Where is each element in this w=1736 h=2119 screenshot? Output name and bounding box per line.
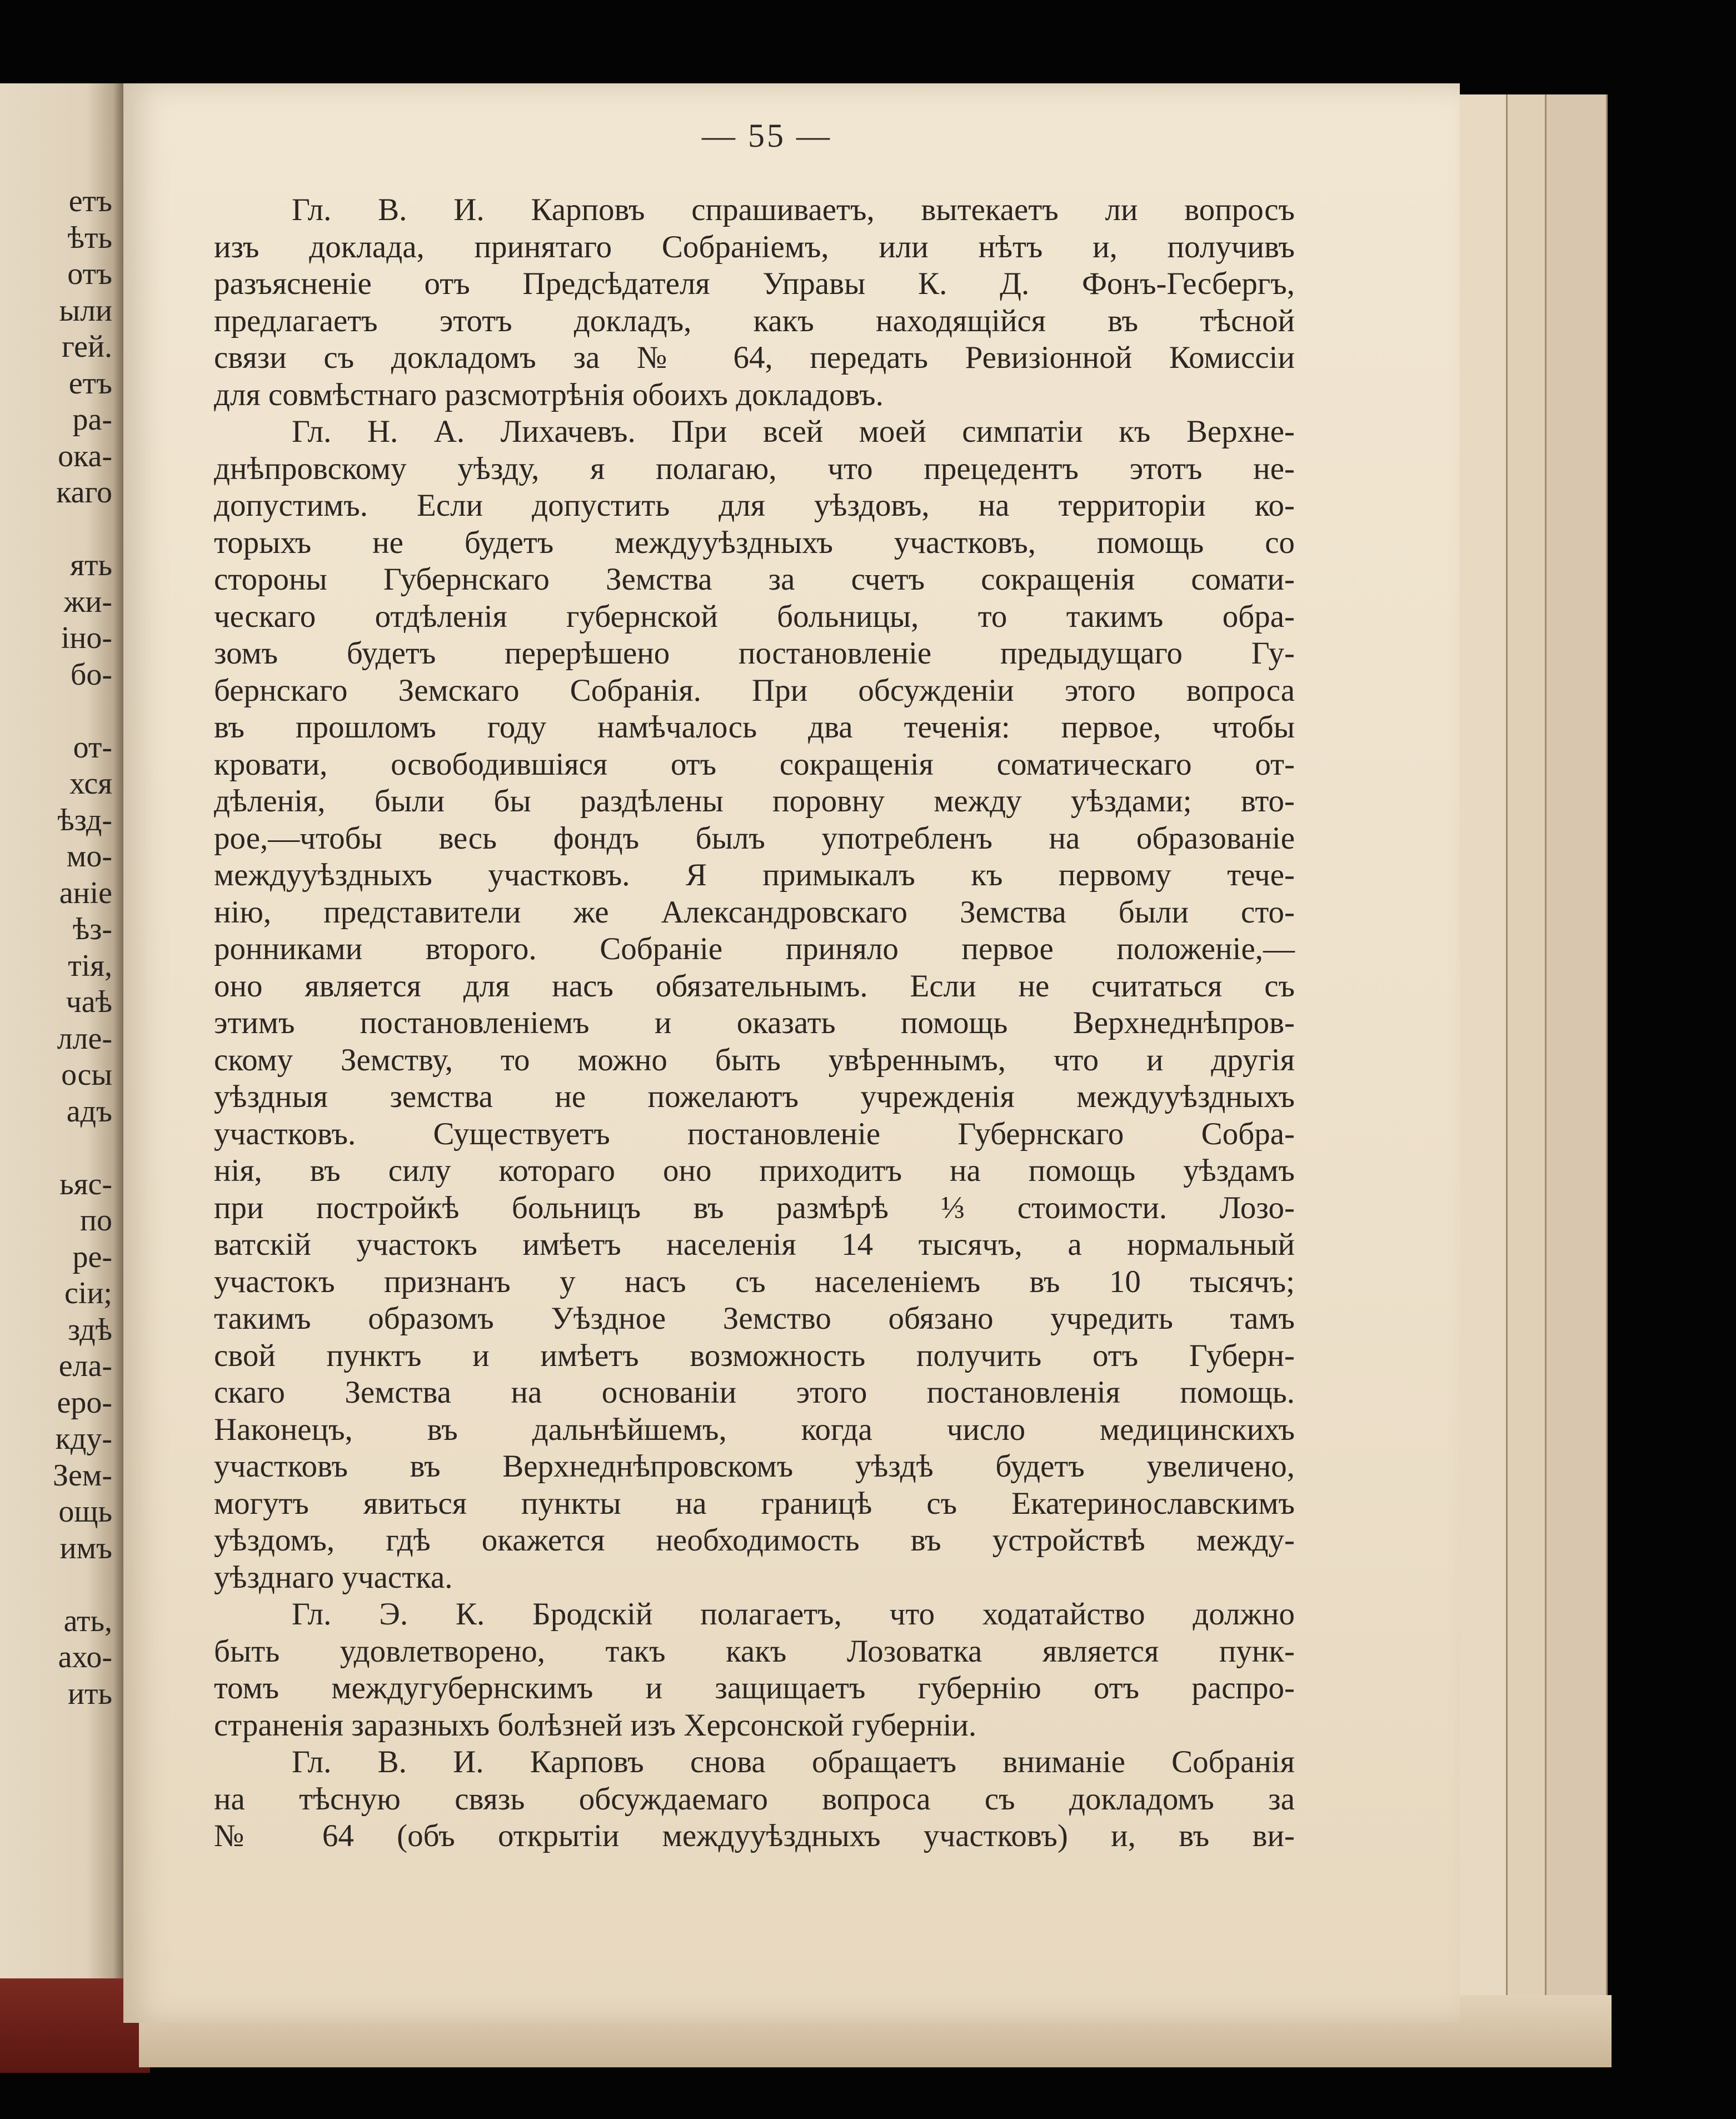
text-line: при постройкѣ больницъ въ размѣрѣ ⅓ стоимости. Лозо- (214, 1190, 1295, 1225)
left-page-fragment: адъ (66, 1094, 112, 1129)
left-page-fragment: по (80, 1203, 112, 1238)
left-page-fragment (0, 1567, 117, 1603)
left-page-fragment: ахо- (58, 1640, 112, 1674)
left-page-fragment: ела- (58, 1349, 112, 1383)
text-line: быть удовлетворено, такъ какъ Лозоватка является пунк- (214, 1633, 1295, 1669)
text-line: этимъ постановленіемъ и оказать помощь Верхнеднѣпров- (214, 1005, 1295, 1040)
text-line: Гл. Н. А. Лихачевъ. При всей моей симпатіи къ Верхне- (292, 414, 1295, 449)
text-line: Гл. В. И. Карповъ спрашиваетъ, вытекаетъ ли вопросъ (292, 192, 1295, 227)
left-page-fragment: каго (56, 475, 112, 510)
text-line: Гл. В. И. Карповъ снова обращаетъ вниманіе Собранія (292, 1744, 1295, 1779)
text-line: изъ доклада, принятаго Собраніемъ, или нѣтъ и, получивъ (214, 229, 1295, 265)
text-line: участковъ въ Верхнеднѣпровскомъ уѣздѣ будетъ увеличено, (214, 1449, 1295, 1484)
left-page-fragment: ре- (72, 1239, 112, 1274)
text-line: рое,—чтобы весь фондъ былъ употребленъ на образованіе (214, 820, 1295, 856)
page-number: — 55 — (702, 117, 832, 154)
text-line: Гл. Э. К. Бродскій полагаетъ, что ходатайство должно (292, 1597, 1295, 1632)
text-line: ватскій участокъ имѣетъ населенія 14 тысячъ, а нормальный (214, 1227, 1295, 1262)
left-page-fragment (0, 693, 117, 730)
text-line: уѣзднаго участка. (214, 1559, 453, 1595)
left-page-fragment: еро- (57, 1385, 112, 1420)
left-page-fragment: хся (69, 766, 112, 801)
text-line: участковъ. Существуетъ постановленіе Губернскаго Собра- (214, 1116, 1295, 1151)
text-line: такимъ образомъ Уѣздное Земство обязано учредить тамъ (214, 1301, 1295, 1336)
left-page-fragment: бо- (70, 657, 112, 692)
text-line: томъ междугубернскимъ и защищаетъ губернію отъ распро- (214, 1671, 1295, 1706)
text-line: участокъ признанъ у насъ съ населеніемъ въ 10 тысячъ; (214, 1264, 1295, 1299)
left-page-fragment: здѣ (67, 1312, 112, 1347)
left-page-fragment: отъ (67, 257, 112, 291)
left-page-text (0, 183, 117, 1712)
text-line: торыхъ не будетъ междууѣздныхъ участковъ, помощь со (214, 525, 1295, 560)
left-page-fragment: ать, (63, 1603, 112, 1638)
left-page-fragment: жи- (63, 584, 112, 619)
text-line: предлагаетъ этотъ докладъ, какъ находящійся въ тѣсной (214, 303, 1295, 338)
text-line: бернскаго Земскаго Собранія. При обсужденіи этого вопроса (214, 672, 1295, 708)
text-line: уѣздныя земства не пожелаютъ учрежденія междууѣздныхъ (214, 1079, 1295, 1114)
text-line: на тѣсную связь обсуждаемаго вопроса съ докладомъ за (214, 1781, 1295, 1817)
left-page-fragment: ыли (59, 293, 112, 328)
left-page-fragment: от- (73, 730, 112, 765)
text-line: Наконецъ, въ дальнѣйшемъ, когда число медицинскихъ (214, 1412, 1295, 1447)
left-page-fragment: ока- (58, 438, 112, 473)
left-page-fragment: кду- (55, 1422, 112, 1456)
left-page-fragment: ить (68, 1676, 112, 1711)
left-page-fragment: мо- (66, 839, 112, 874)
text-line: свой пунктъ и имѣетъ возможность получить отъ Губерн- (214, 1338, 1295, 1373)
left-page-fragment: чаѣ (66, 985, 112, 1019)
page-body-text (214, 192, 1295, 1855)
text-line: уѣздомъ, гдѣ окажется необходимость въ устройствѣ между- (214, 1523, 1295, 1558)
text-line: дѣленія, были бы раздѣлены поровну между уѣздами; вто- (214, 784, 1295, 819)
text-line: зомъ будетъ перерѣшено постановленіе предыдущаго Гу- (214, 636, 1295, 671)
text-line: страненія заразныхъ болѣзней изъ Херсонской губерніи. (214, 1707, 977, 1743)
left-page-fragment: сіи; (64, 1276, 112, 1310)
left-page-fragment: ѣть (67, 220, 112, 255)
left-page-fragment (0, 1130, 117, 1166)
left-page-fragment: ѣзд- (57, 802, 112, 837)
text-line: въ прошломъ году намѣчалось два теченія: первое, чтобы (214, 710, 1295, 745)
text-line: разъясненіе отъ Предсѣдателя Управы К. Д. Фонъ-Гесбергъ, (214, 266, 1295, 301)
left-page-fragment: Зем- (53, 1458, 112, 1493)
left-page-fragment: етъ (68, 366, 112, 401)
text-line: оно является для насъ обязательнымъ. Если не считаться съ (214, 968, 1295, 1004)
left-page-fragment: ра- (72, 402, 112, 437)
left-page-fragment (0, 511, 117, 548)
left-page-fragment: ощь (58, 1494, 112, 1529)
left-page-fragment: имъ (59, 1530, 112, 1565)
left-page-fragment: осы (61, 1058, 112, 1092)
left-page-fragment: аніе (59, 875, 112, 910)
left-page-fragment: ьяс- (59, 1166, 112, 1201)
left-page-fragment: етъ (68, 184, 112, 218)
text-line: скаго Земства на основаніи этого постановленія помощь. (214, 1375, 1295, 1410)
text-line: ческаго отдѣленія губернской больницы, то такимъ обра- (214, 599, 1295, 634)
left-page-fragment: іно- (61, 621, 112, 655)
text-line: допустимъ. Если допустить для уѣздовъ, на территоріи ко- (214, 488, 1295, 523)
text-line: скому Земству, то можно быть увѣреннымъ, что и другія (214, 1042, 1295, 1078)
text-line: ронниками второго. Собраніе приняло первое положеніе,— (214, 931, 1295, 966)
text-line: нія, въ силу котораго оно приходитъ на помощь уѣздамъ (214, 1153, 1295, 1188)
left-page-fragment: лле- (57, 1021, 112, 1056)
text-line: стороны Губернскаго Земства за счетъ сокращенія сомати- (214, 562, 1295, 597)
text-line: № 64 (объ открытіи междууѣздныхъ участковъ) и, въ ви- (214, 1818, 1295, 1853)
text-line: могутъ явиться пункты на границѣ съ Екатеринославскимъ (214, 1485, 1295, 1521)
left-page-fragment: ять (70, 548, 112, 582)
left-page-fragment: тія, (68, 948, 112, 983)
left-page-fragment: гей. (61, 330, 112, 364)
text-line: кровати, освободившіяся отъ сокращенія соматическаго от- (214, 746, 1295, 782)
text-line: для совмѣстнаго разсмотрѣнія обоихъ докладовъ. (214, 377, 884, 412)
text-line: связи съ докладомъ за № 64, передать Ревизіонной Комиссіи (214, 340, 1295, 375)
text-line: междууѣздныхъ участковъ. Я примыкалъ къ первому тече- (214, 857, 1295, 893)
text-line: нію, представители же Александровскаго Земства были сто- (214, 894, 1295, 930)
left-page-fragment: ѣз- (72, 912, 112, 946)
text-line: днѣпровскому уѣзду, я полагаю, что прецедентъ этотъ не- (214, 451, 1295, 486)
